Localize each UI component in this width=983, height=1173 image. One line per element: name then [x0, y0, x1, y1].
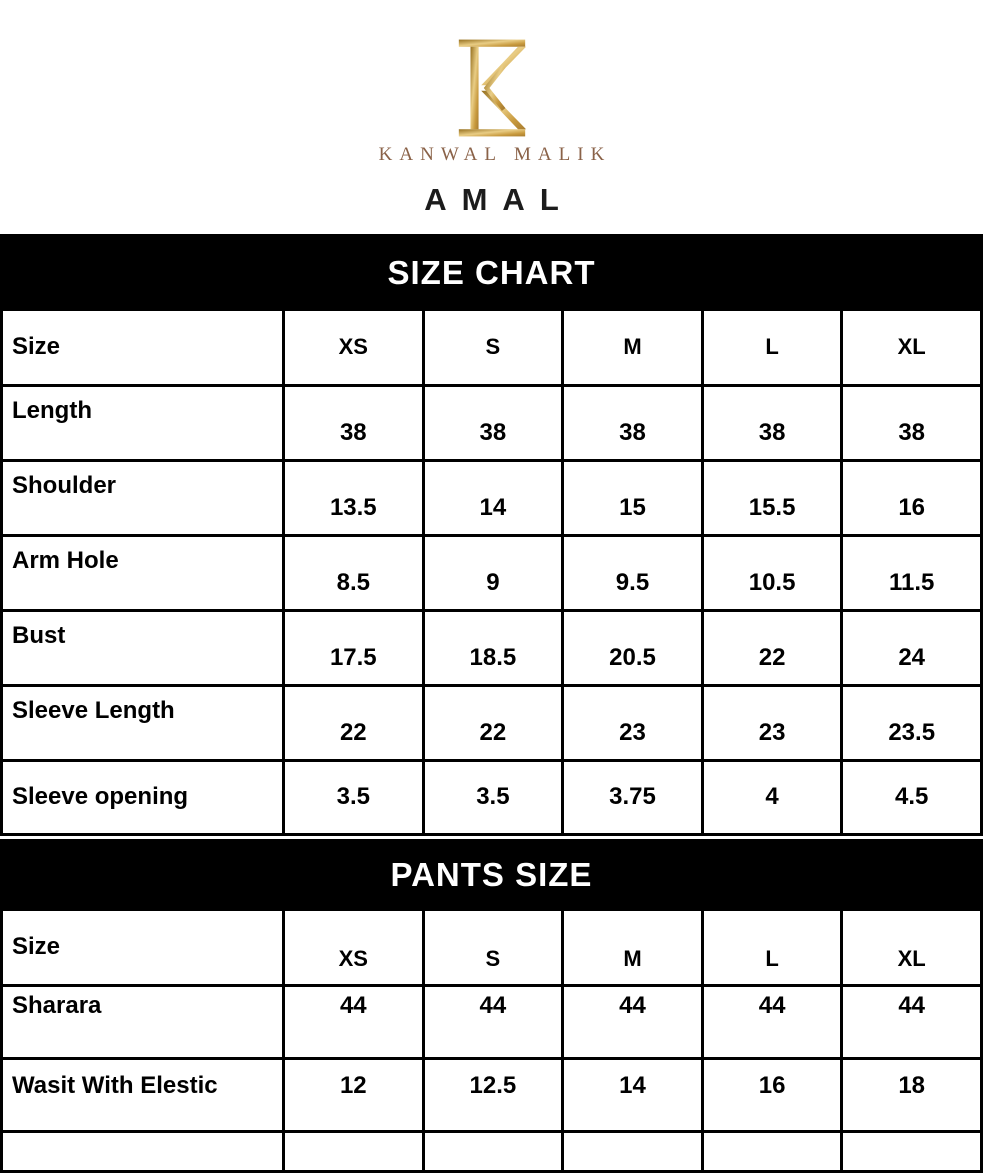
- cell-value: 44: [563, 986, 703, 1059]
- brand-name: KANWAL MALIK: [372, 144, 612, 166]
- row-label: Sharara: [2, 986, 284, 1059]
- cell-value: 22: [423, 685, 563, 760]
- cell-value: 38: [842, 385, 982, 460]
- cell-value: 14: [563, 1059, 703, 1132]
- cell-value: 9: [423, 535, 563, 610]
- cell-value: 15.5: [702, 460, 842, 535]
- row-label: Shoulder: [2, 460, 284, 535]
- cell-value: 14: [423, 460, 563, 535]
- cell-value: 38: [284, 385, 424, 460]
- size-header-m: M: [563, 911, 703, 986]
- size-header-xl: XL: [842, 311, 982, 385]
- size-header-xs: XS: [284, 911, 424, 986]
- cell-value: 24: [842, 610, 982, 685]
- brand-header: [0, 0, 983, 234]
- table-row-shoulder: [2, 460, 982, 535]
- table-row-sleeve-opening: [2, 760, 982, 834]
- size-chart-title-bar: [0, 234, 983, 311]
- size-header-l: L: [702, 311, 842, 385]
- table-row-partial-clipped: [2, 1132, 982, 1172]
- size-header-m: M: [563, 311, 703, 385]
- size-chart-table: [0, 311, 983, 836]
- row-label: Sleeve opening: [2, 760, 284, 834]
- product-name: AMAL: [409, 182, 574, 218]
- cell-value: 13.5: [284, 460, 424, 535]
- cell-value: 3.75: [563, 760, 703, 834]
- cell-value: 44: [702, 986, 842, 1059]
- cell-value: 38: [563, 385, 703, 460]
- cell-value: 12.5: [423, 1059, 563, 1132]
- row-label: Bust: [2, 610, 284, 685]
- table-row-waist-with-elastic: [2, 1059, 982, 1132]
- table-row-sleeve-length: [2, 685, 982, 760]
- row-label: Length: [2, 385, 284, 460]
- table-row-bust: [2, 610, 982, 685]
- cell-value: 17.5: [284, 610, 424, 685]
- cell-value: 44: [284, 986, 424, 1059]
- cell-value: 38: [423, 385, 563, 460]
- pants-size-table: [0, 911, 983, 1173]
- cell-value: 10.5: [702, 535, 842, 610]
- pants-size-title-bar: [0, 839, 983, 911]
- row-label: Arm Hole: [2, 535, 284, 610]
- kanwal-malik-k-monogram-logo: [447, 36, 537, 140]
- cell-value: 11.5: [842, 535, 982, 610]
- size-header-l: L: [702, 911, 842, 986]
- cell-value: 38: [702, 385, 842, 460]
- pants-size-title: PANTS SIZE: [391, 856, 593, 894]
- size-column-header: Size: [2, 911, 284, 986]
- cell-value: 3.5: [284, 760, 424, 834]
- cell-value: 16: [842, 460, 982, 535]
- cell-value: 3.5: [423, 760, 563, 834]
- table-row-sharara: [2, 986, 982, 1059]
- pants-header-row: [2, 911, 982, 986]
- cell-value: 4.5: [842, 760, 982, 834]
- cell-value: 12: [284, 1059, 424, 1132]
- cell-value: 8.5: [284, 535, 424, 610]
- cell-value: 18.5: [423, 610, 563, 685]
- size-column-header: Size: [2, 311, 284, 385]
- cell-value: 23: [702, 685, 842, 760]
- table-row-length: [2, 385, 982, 460]
- row-label: Wasit With Elestic: [2, 1059, 284, 1132]
- size-header-xl: XL: [842, 911, 982, 986]
- cell-value: 4: [702, 760, 842, 834]
- cell-value: 9.5: [563, 535, 703, 610]
- cell-value: 44: [842, 986, 982, 1059]
- size-header-s: S: [423, 311, 563, 385]
- cell-value: 44: [423, 986, 563, 1059]
- cell-value: 23.5: [842, 685, 982, 760]
- cell-value: 15: [563, 460, 703, 535]
- cell-value: 16: [702, 1059, 842, 1132]
- cell-value: 23: [563, 685, 703, 760]
- cell-value: 20.5: [563, 610, 703, 685]
- cell-value: 22: [284, 685, 424, 760]
- row-label: Sleeve Length: [2, 685, 284, 760]
- size-header-xs: XS: [284, 311, 424, 385]
- table-row-arm-hole: [2, 535, 982, 610]
- size-header-s: S: [423, 911, 563, 986]
- cell-value: 18: [842, 1059, 982, 1132]
- cell-value: 22: [702, 610, 842, 685]
- size-chart-header-row: [2, 311, 982, 385]
- size-chart-title: SIZE CHART: [388, 254, 596, 292]
